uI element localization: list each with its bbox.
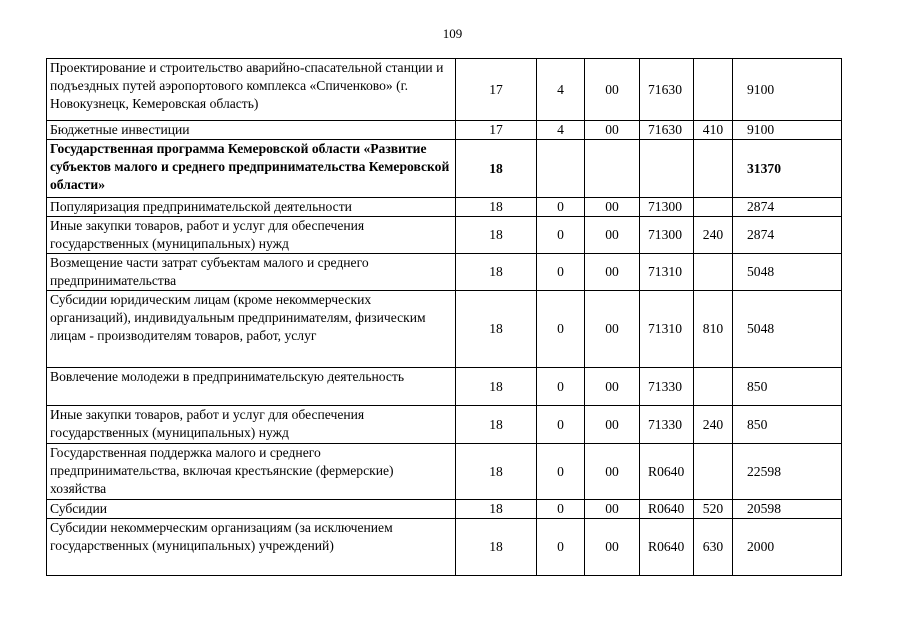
row-direction-code: 00 — [585, 217, 640, 254]
row-direction-code: 00 — [585, 59, 640, 121]
table-row — [47, 140, 842, 198]
row-name: Субсидии юридическим лицам (кроме некоммерческих организаций), индивидуальным предпринимателям, физическим лицам - производителям товаров, работ, услуг — [47, 291, 456, 368]
row-expense-type: 240 — [694, 406, 733, 444]
row-expense-code: R0640 — [640, 444, 694, 500]
row-program-code: 18 — [456, 140, 537, 198]
row-program-code: 18 — [456, 519, 537, 576]
row-name: Иные закупки товаров, работ и услуг для обеспечения государственных (муниципальных) нужд — [47, 217, 456, 254]
row-expense-code: 71330 — [640, 406, 694, 444]
row-expense-type: 410 — [694, 121, 733, 140]
row-expense-code: 71630 — [640, 121, 694, 140]
row-program-code: 18 — [456, 444, 537, 500]
table-row — [47, 198, 842, 217]
row-expense-type: 520 — [694, 500, 733, 519]
row-expense-type — [694, 198, 733, 217]
row-program-code: 17 — [456, 59, 537, 121]
row-amount: 9100 — [733, 59, 842, 121]
row-name: Государственная поддержка малого и среднего предпринимательства, включая крестьянские (фермерские) хозяйства — [47, 444, 456, 500]
table-row — [47, 444, 842, 500]
row-subprogram-code — [537, 140, 585, 198]
row-amount: 31370 — [733, 140, 842, 198]
row-amount: 850 — [733, 368, 842, 406]
row-program-code: 18 — [456, 254, 537, 291]
row-expense-type: 630 — [694, 519, 733, 576]
row-expense-code — [640, 140, 694, 198]
table-row — [47, 500, 842, 519]
row-amount: 2874 — [733, 198, 842, 217]
row-subprogram-code: 0 — [537, 368, 585, 406]
row-expense-type — [694, 368, 733, 406]
row-direction-code: 00 — [585, 291, 640, 368]
row-amount: 850 — [733, 406, 842, 444]
row-direction-code: 00 — [585, 406, 640, 444]
row-expense-code: 71330 — [640, 368, 694, 406]
row-amount: 2874 — [733, 217, 842, 254]
row-name: Проектирование и строительство аварийно-спасательной станции и подъездных путей аэропортового комплекса «Спиченково» (г. Новокузнецк, Кемеровская область) — [47, 59, 456, 121]
row-amount: 5048 — [733, 291, 842, 368]
budget-table — [46, 58, 842, 576]
row-expense-type — [694, 444, 733, 500]
row-direction-code: 00 — [585, 121, 640, 140]
row-subprogram-code: 0 — [537, 198, 585, 217]
row-expense-type: 810 — [694, 291, 733, 368]
row-subprogram-code: 0 — [537, 444, 585, 500]
row-expense-code: R0640 — [640, 500, 694, 519]
row-expense-type — [694, 140, 733, 198]
table-row — [47, 217, 842, 254]
row-program-code: 18 — [456, 217, 537, 254]
row-name: Вовлечение молодежи в предпринимательскую деятельность — [47, 368, 456, 406]
row-direction-code: 00 — [585, 368, 640, 406]
page-number: 109 — [442, 26, 463, 41]
table-row — [47, 291, 842, 368]
row-program-code: 18 — [456, 406, 537, 444]
row-name: Государственная программа Кемеровской области «Развитие субъектов малого и среднего предпринимательства Кемеровской области» — [47, 140, 456, 198]
row-expense-code: R0640 — [640, 519, 694, 576]
row-amount: 22598 — [733, 444, 842, 500]
row-direction-code — [585, 140, 640, 198]
row-amount: 9100 — [733, 121, 842, 140]
row-expense-type: 240 — [694, 217, 733, 254]
row-program-code: 17 — [456, 121, 537, 140]
row-direction-code: 00 — [585, 519, 640, 576]
row-expense-code: 71300 — [640, 198, 694, 217]
row-program-code: 18 — [456, 198, 537, 217]
table-row — [47, 121, 842, 140]
row-subprogram-code: 0 — [537, 519, 585, 576]
row-expense-code: 71630 — [640, 59, 694, 121]
row-subprogram-code: 0 — [537, 291, 585, 368]
row-subprogram-code: 4 — [537, 59, 585, 121]
row-subprogram-code: 0 — [537, 254, 585, 291]
row-subprogram-code: 0 — [537, 500, 585, 519]
row-program-code: 18 — [456, 368, 537, 406]
row-name: Субсидии — [47, 500, 456, 519]
row-amount: 2000 — [733, 519, 842, 576]
row-program-code: 18 — [456, 500, 537, 519]
row-expense-type — [694, 254, 733, 291]
table-row — [47, 368, 842, 406]
row-subprogram-code: 0 — [537, 217, 585, 254]
row-direction-code: 00 — [585, 500, 640, 519]
table-row — [47, 254, 842, 291]
row-subprogram-code: 4 — [537, 121, 585, 140]
row-name: Субсидии некоммерческим организациям (за исключением государственных (муниципальных) учреждений) — [47, 519, 456, 576]
row-expense-code: 71310 — [640, 254, 694, 291]
row-program-code: 18 — [456, 291, 537, 368]
table-row — [47, 519, 842, 576]
row-amount: 20598 — [733, 500, 842, 519]
row-expense-code: 71300 — [640, 217, 694, 254]
row-name: Иные закупки товаров, работ и услуг для обеспечения государственных (муниципальных) нужд — [47, 406, 456, 444]
row-direction-code: 00 — [585, 444, 640, 500]
row-subprogram-code: 0 — [537, 406, 585, 444]
table-row — [47, 406, 842, 444]
row-name: Популяризация предпринимательской деятельности — [47, 198, 456, 217]
row-expense-type — [694, 59, 733, 121]
row-name: Бюджетные инвестиции — [47, 121, 456, 140]
row-direction-code: 00 — [585, 198, 640, 217]
row-name: Возмещение части затрат субъектам малого и среднего предпринимательства — [47, 254, 456, 291]
row-expense-code: 71310 — [640, 291, 694, 368]
row-direction-code: 00 — [585, 254, 640, 291]
table-row — [47, 59, 842, 121]
row-amount: 5048 — [733, 254, 842, 291]
